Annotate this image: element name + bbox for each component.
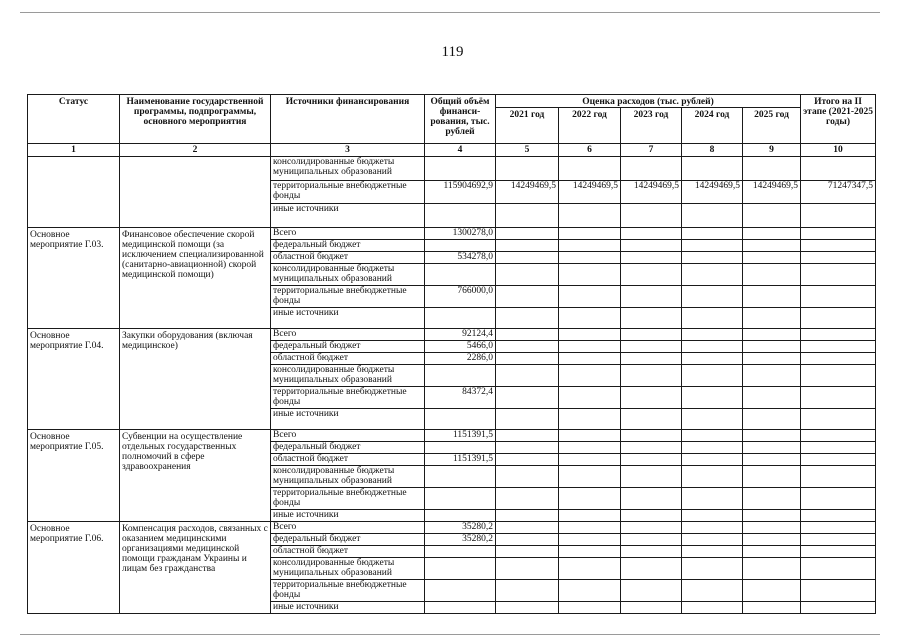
- activity-name: Субвенции на осуществление отдельных государственных полномочий в сфере здравоохранения: [120, 430, 271, 522]
- table-row: [28, 157, 876, 181]
- value-cell: [425, 466, 496, 488]
- header-2023: 2023 год: [621, 108, 682, 144]
- bottom-scan-rule: [20, 634, 880, 635]
- source-label: областной бюджет: [271, 252, 425, 264]
- header-2025: 2025 год: [743, 108, 801, 144]
- value-cell: [425, 442, 496, 454]
- source-label: территориальные внебюджетные фонды: [271, 580, 425, 602]
- column-number: 5: [496, 144, 559, 157]
- source-label: иные источники: [271, 308, 425, 329]
- activity-status: Основное мероприятие Г.05.: [28, 430, 120, 522]
- value-cell: [425, 264, 496, 286]
- source-label: консолидированные бюджеты муниципальных образований: [271, 157, 425, 181]
- name-cell: [120, 157, 271, 228]
- header-name: Наименование государственной программы, подпрограммы, основного мероприятия: [120, 95, 271, 144]
- value-cell: 1151391,5: [425, 430, 496, 442]
- source-label: областной бюджет: [271, 454, 425, 466]
- status-cell: [28, 157, 120, 228]
- column-number: 2: [120, 144, 271, 157]
- column-number: 3: [271, 144, 425, 157]
- column-number: 4: [425, 144, 496, 157]
- header-2021: 2021 год: [496, 108, 559, 144]
- column-number: 9: [743, 144, 801, 157]
- budget-table: [27, 94, 876, 614]
- value-cell: [425, 546, 496, 558]
- value-cell: 115904692,9: [425, 180, 496, 204]
- source-label: областной бюджет: [271, 353, 425, 365]
- table-row: [28, 522, 876, 534]
- value-cell: 92124,4: [425, 329, 496, 341]
- value-cell: 2286,0: [425, 353, 496, 365]
- header-sources: Источники финансирования: [271, 95, 425, 144]
- value-cell: [425, 308, 496, 329]
- value-cell: 1300278,0: [425, 228, 496, 240]
- value-cell: 35280,2: [425, 534, 496, 546]
- header-2022: 2022 год: [559, 108, 621, 144]
- column-number: 8: [682, 144, 743, 157]
- source-label: Всего: [271, 228, 425, 240]
- source-label: Всего: [271, 329, 425, 341]
- source-label: иные источники: [271, 409, 425, 430]
- value-cell: 1151391,5: [425, 454, 496, 466]
- top-scan-rule: [20, 12, 880, 13]
- source-label: федеральный бюджет: [271, 442, 425, 454]
- source-label: консолидированные бюджеты муниципальных образований: [271, 558, 425, 580]
- value-cell: 14249469,5: [496, 180, 559, 204]
- activity-name: Закупки оборудования (включая медицинское): [120, 329, 271, 430]
- header-status: Статус: [28, 95, 120, 144]
- value-cell: [425, 580, 496, 602]
- value-cell: [425, 409, 496, 430]
- source-label: иные источники: [271, 204, 425, 228]
- value-cell: 14249469,5: [621, 180, 682, 204]
- activity-status: Основное мероприятие Г.03.: [28, 228, 120, 329]
- page-number: 119: [441, 44, 464, 60]
- source-label: консолидированные бюджеты муниципальных образований: [271, 365, 425, 387]
- header-stage-total: Итого на II этапе (2021-2025 годы): [801, 95, 876, 144]
- source-label: территориальные внебюджетные фонды: [271, 387, 425, 409]
- source-label: Всего: [271, 430, 425, 442]
- value-cell: [425, 510, 496, 522]
- value-cell: [425, 602, 496, 614]
- value-cell: 35280,2: [425, 522, 496, 534]
- source-label: территориальные внебюджетные фонды: [271, 286, 425, 308]
- header-total: Общий объём финанси-рования, тыс. рублей: [425, 95, 496, 144]
- column-number: 7: [621, 144, 682, 157]
- activity-status: Основное мероприятие Г.06.: [28, 522, 120, 614]
- value-cell: 534278,0: [425, 252, 496, 264]
- table-row: [28, 430, 876, 442]
- source-label: иные источники: [271, 510, 425, 522]
- header-2024: 2024 год: [682, 108, 743, 144]
- source-label: Всего: [271, 522, 425, 534]
- header-estimate: Оценка расходов (тыс. рублей): [496, 95, 801, 108]
- table-row: [28, 329, 876, 341]
- value-cell: 766000,0: [425, 286, 496, 308]
- value-cell: [425, 558, 496, 580]
- value-cell: 14249469,5: [743, 180, 801, 204]
- column-number: 10: [801, 144, 876, 157]
- value-cell: [425, 365, 496, 387]
- source-label: федеральный бюджет: [271, 534, 425, 546]
- source-label: территориальные внебюджетные фонды: [271, 180, 425, 204]
- value-cell: [425, 240, 496, 252]
- column-number: 6: [559, 144, 621, 157]
- activity-name: Финансовое обеспечение скорой медицинской помощи (за исключением специализированной (санитарно-авиационной) скорой медицинской помощи): [120, 228, 271, 329]
- source-label: территориальные внебюджетные фонды: [271, 488, 425, 510]
- source-label: областной бюджет: [271, 546, 425, 558]
- source-label: консолидированные бюджеты муниципальных образований: [271, 264, 425, 286]
- value-cell: 84372,4: [425, 387, 496, 409]
- value-cell: 14249469,5: [559, 180, 621, 204]
- table-row: [28, 228, 876, 240]
- source-label: федеральный бюджет: [271, 240, 425, 252]
- source-label: иные источники: [271, 602, 425, 614]
- value-cell: 14249469,5: [682, 180, 743, 204]
- activity-status: Основное мероприятие Г.04.: [28, 329, 120, 430]
- value-cell: 71247347,5: [801, 180, 876, 204]
- activity-name: Компенсация расходов, связанных с оказанием медицинскими организациями медицинской помощи гражданам Украины и лицам без гражданства: [120, 522, 271, 614]
- source-label: консолидированные бюджеты муниципальных образований: [271, 466, 425, 488]
- source-label: федеральный бюджет: [271, 341, 425, 353]
- value-cell: 5466,0: [425, 341, 496, 353]
- value-cell: [425, 488, 496, 510]
- column-number: 1: [28, 144, 120, 157]
